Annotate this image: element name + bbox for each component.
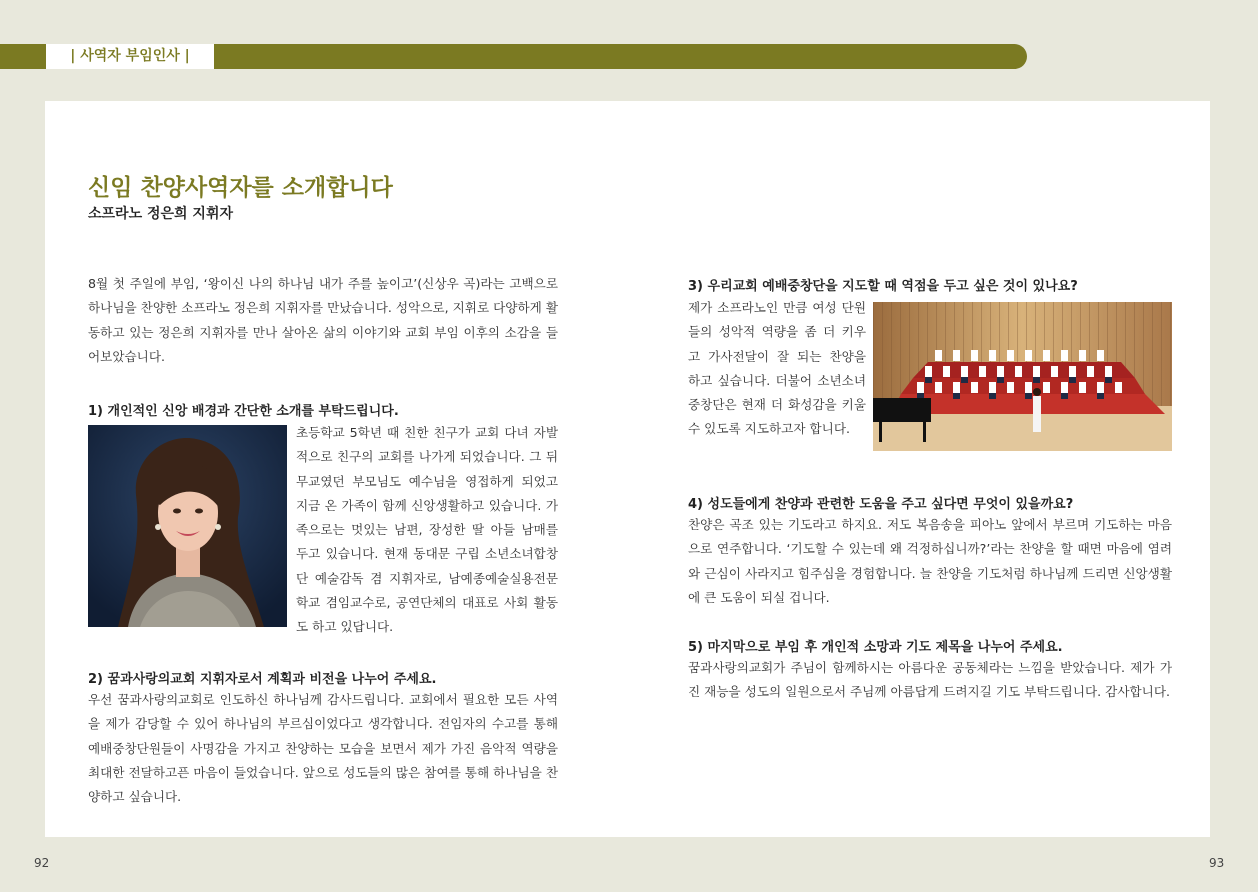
section-tag: | 사역자 부임인사 | bbox=[46, 44, 214, 69]
answer-5: 꿈과사랑의교회가 주님이 함께하시는 아름다운 공동체라는 느낌을 받았습니다. 제가 가진 재능을 성도의 일원으로서 주님께 아름답게 드려지길 기도 부탁드립니다. 감사합니다. bbox=[688, 660, 1172, 700]
choir-illustration bbox=[873, 302, 1172, 451]
answer-1: 초등학교 5학년 때 친한 친구가 교회 다녀 자발적으로 친구의 교회를 나가게 되었습니다. 그 뒤 무교였던 부모님도 예수님을 영접하게 되었고 지금 온 가족이 함께 신앙생활하고 있습니다. 가족으로는 멋있는 남편, 장성한 딸 아들 남매를 두고 있습니다. 현재 동대문 구립 소년소녀합창단 예술감독 겸 지휘자로, 남예종예술실용전문학교 겸임교수로, 공연단체의 대표로 사회 활동도 하고 있답니다. bbox=[296, 425, 558, 635]
answer-4: 찬양은 곡조 있는 기도라고 하지요. 저도 복음송을 피아노 앞에서 부르며 기도하는 마음으로 연주합니다. ‘기도할 수 있는데 왜 걱정하십니까?’라는 찬양을 할 때면 마음에 염려와 근심이 사라지고 힘주심을 경험합니다. 늘 찬양을 기도처럼 하나님께 드리면 신앙생활에 큰 도움이 되실 겁니다. bbox=[688, 517, 1172, 605]
choir-photo bbox=[873, 302, 1172, 451]
answer-3: 제가 소프라노인 만큼 여성 단원들의 성악적 역량을 좀 더 키우고 가사전달이 잘 되는 찬양을 하고 싶습니다. 더불어 소년소녀중창단은 현재 더 화성감을 키울 수 있도록 지도하고자 합니다. bbox=[688, 300, 866, 437]
article-title: 신임 찬양사역자를 소개합니다 bbox=[88, 175, 393, 201]
portrait-photo bbox=[88, 425, 287, 627]
page-number-right: 93 bbox=[1209, 856, 1225, 870]
question-4: 4) 성도들에게 찬양과 관련한 도움을 주고 싶다면 무엇이 있을까요? bbox=[688, 497, 1074, 512]
portrait-illustration bbox=[88, 425, 287, 627]
intro-paragraph: 8월 첫 주일에 부임, ‘왕이신 나의 하나님 내가 주를 높이고’(신상우 곡)라는 고백으로 하나님을 찬양한 소프라노 정은희 지휘자를 만났습니다. 성악으로, 지휘로 다양하게 활동하고 있는 정은희 지휘자를 만나 살아온 삶의 이야기와 교회 부임 이후의 소감을 들어보았습니다. bbox=[88, 276, 558, 364]
page-number-left: 92 bbox=[34, 856, 50, 870]
question-2: 2) 꿈과사랑의교회 지휘자로서 계획과 비전을 나누어 주세요. bbox=[88, 672, 437, 687]
question-5: 5) 마지막으로 부임 후 개인적 소망과 기도 제목을 나누어 주세요. bbox=[688, 640, 1063, 655]
answer-2: 우선 꿈과사랑의교회로 인도하신 하나님께 감사드립니다. 교회에서 필요한 모든 사역을 제가 감당할 수 있어 하나님의 부르심이었다고 생각합니다. 전임자의 수고를 통해 예배중창단원들이 사명감을 가지고 찬양하는 모습을 보면서 제가 가진 음악적 역량을 최대한 전달하고픈 마음이 들었습니다. 앞으로 성도들의 많은 참여를 통해 하나님을 찬양하고 싶습니다. bbox=[88, 692, 558, 805]
question-1: 1) 개인적인 신앙 배경과 간단한 소개를 부탁드립니다. bbox=[88, 404, 399, 419]
article-subtitle: 소프라노 정은희 지휘자 bbox=[88, 206, 233, 222]
question-3: 3) 우리교회 예배중창단을 지도할 때 역점을 두고 싶은 것이 있나요? bbox=[688, 279, 1078, 294]
